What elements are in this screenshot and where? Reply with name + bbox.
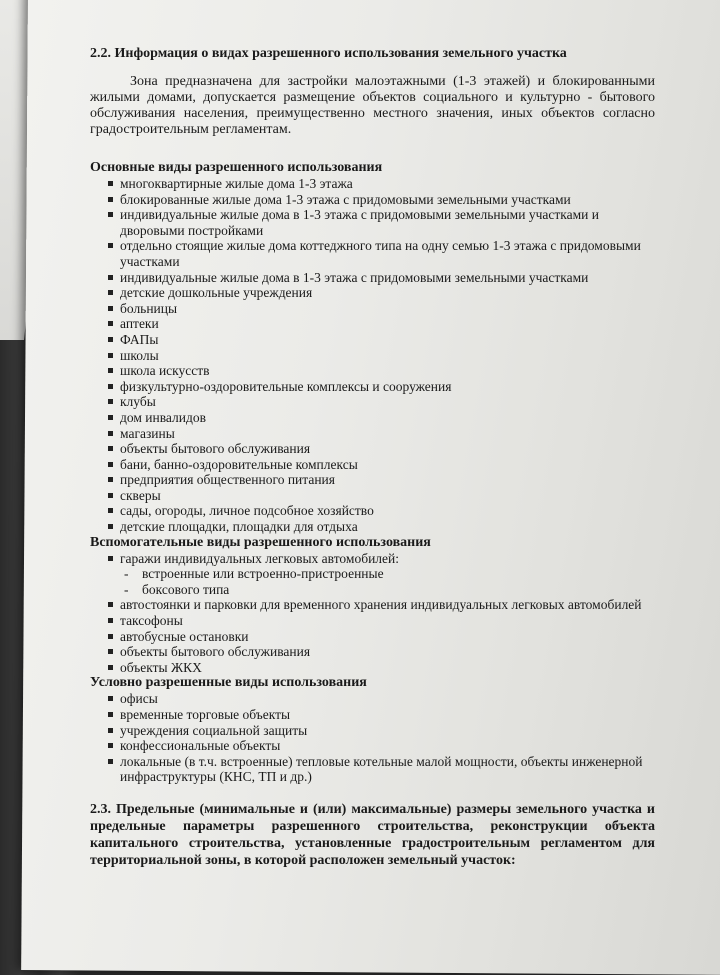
conditional-uses-title: Условно разрешенные виды использования (90, 675, 367, 691)
list-item (90, 394, 655, 410)
bullet-icon (108, 524, 113, 529)
list-item-text: локальные (в т.ч. встроенные) тепловые котельные малой мощности, объекты инженерной инфраструктуры (КНС, ТП и др.) (120, 753, 643, 785)
list-item-text: автобусные остановки (120, 628, 249, 644)
list-item (90, 503, 655, 519)
bullet-icon (108, 368, 113, 373)
list-item-text: физкультурно-оздоровительные комплексы и сооружения (120, 378, 452, 394)
list-item-text: многоквартирные жилые дома 1-3 этажа (120, 176, 353, 191)
bullet-icon (108, 399, 113, 404)
bullet-icon (108, 306, 113, 311)
bullet-icon (108, 462, 113, 467)
list-item (90, 613, 655, 629)
list-item (90, 754, 655, 785)
list-item (90, 738, 655, 754)
bullet-icon (108, 618, 113, 623)
list-item-text: боксового типа (142, 581, 230, 597)
list-item (90, 176, 655, 192)
list-item-text: офисы (120, 691, 158, 707)
bullet-icon (108, 431, 113, 436)
dash-icon: - (124, 566, 129, 582)
garage-types-list (90, 566, 655, 597)
bullet-icon (108, 212, 113, 217)
list-item-text: учреждения социальной защиты (120, 722, 308, 738)
bullet-icon (108, 759, 113, 764)
conditional-uses-list (90, 691, 655, 785)
list-item-text: индивидуальные жилые дома в 1-3 этажа с придомовыми земельными участками (120, 269, 589, 285)
list-item-text: скверы (120, 487, 161, 503)
list-item-text: больницы (120, 300, 178, 316)
bullet-icon (108, 728, 113, 733)
bullet-icon (108, 477, 113, 482)
list-item (90, 426, 655, 442)
list-item-text: ФАПы (120, 331, 159, 347)
list-item-text: встроенные или встроенно-пристроенные (142, 566, 384, 582)
aux-uses-list (90, 551, 655, 567)
list-item-text: аптеки (120, 316, 159, 332)
main-uses-list (90, 176, 655, 535)
section-heading: 2.2. Информация о видах разрешенного использования земельного участка (90, 46, 567, 61)
list-item (90, 332, 655, 348)
list-item (90, 207, 655, 238)
list-item (90, 270, 655, 286)
list-item (90, 192, 655, 208)
list-item (90, 519, 655, 535)
list-item-text: конфессиональные объекты (120, 738, 281, 754)
bullet-icon (108, 321, 113, 326)
bullet-icon (108, 181, 113, 186)
section-2-3-heading: 2.3. Предельные (минимальные и (или) максимальные) размеры земельного участка и предельные параметры разрешенного строительства, реконструкции объекта капитального строительства, установленные градостроительным регламентом для территориальной зоны, в которой расположен земельный участок: (90, 801, 655, 868)
list-item-text: отдельно стоящие жилые дома коттеджного типа на одну семью 1-3 этажа с придомовыми участками (120, 238, 641, 269)
list-item-text: объекты бытового обслуживания (120, 644, 311, 660)
dash-icon: - (124, 581, 129, 597)
aux-uses-list-rest (90, 597, 655, 675)
list-item-text: объекты ЖКХ (120, 659, 202, 675)
list-item (90, 316, 655, 332)
list-item-text: дом инвалидов (120, 409, 206, 425)
list-item (90, 723, 655, 739)
list-item (90, 551, 655, 567)
list-item-text: предприятия общественного питания (120, 472, 335, 488)
aux-uses-title: Вспомогательные виды разрешенного использования (90, 534, 431, 550)
list-item-text: клубы (120, 394, 156, 410)
list-item-text: индивидуальные жилые дома в 1-3 этажа с придомовыми земельными участками и дворовыми постройками (120, 207, 599, 238)
list-item-text: автостоянки и парковки для временного хранения индивидуальных легковых автомобилей (120, 597, 642, 613)
list-item (90, 488, 655, 504)
list-item (90, 457, 655, 473)
list-item (90, 301, 655, 317)
list-item-text: школы (120, 347, 159, 363)
bullet-icon (108, 649, 113, 654)
list-item-text: детские площадки, площадки для отдыха (120, 519, 358, 535)
list-item (90, 629, 655, 645)
bullet-icon (108, 243, 113, 248)
list-item (90, 582, 655, 598)
bullet-icon (108, 493, 113, 498)
bullet-icon (108, 384, 113, 389)
list-item (90, 410, 655, 426)
list-item-text: детские дошкольные учреждения (120, 285, 313, 301)
list-item (90, 363, 655, 379)
bullet-icon (108, 696, 113, 701)
list-item (90, 707, 655, 723)
bullet-icon (108, 353, 113, 358)
bullet-icon (108, 337, 113, 342)
bullet-icon (108, 197, 113, 202)
bullet-icon (108, 290, 113, 295)
list-item-text: таксофоны (120, 613, 183, 629)
list-item (90, 691, 655, 707)
bullet-icon (108, 634, 113, 639)
list-item (90, 348, 655, 364)
list-item-text: гаражи индивидуальных легковых автомобилей: (120, 550, 399, 566)
bullet-icon (108, 446, 113, 451)
list-item (90, 644, 655, 660)
bullet-icon (108, 275, 113, 280)
list-item (90, 566, 655, 582)
list-item-text: блокированные жилые дома 1-3 этажа с придомовыми земельными участками (120, 191, 571, 207)
list-item (90, 238, 655, 269)
bullet-icon (108, 415, 113, 420)
bullet-icon (108, 508, 113, 513)
intro-paragraph: Зона предназначена для застройки малоэтажными (1-3 этажей) и блокированными жилыми домами, допускается размещение объектов социального и культурно - бытового обслуживания населения, преимущественно местного значения, иных объектов согласно градостроительным регламентам. (90, 74, 655, 137)
bullet-icon (108, 712, 113, 717)
list-item-text: сады, огороды, личное подсобное хозяйство (120, 503, 374, 519)
bullet-icon (108, 743, 113, 748)
list-item-text: объекты бытового обслуживания (120, 441, 311, 457)
list-item (90, 441, 655, 457)
list-item (90, 285, 655, 301)
list-item (90, 379, 655, 395)
list-item-text: школа искусств (120, 363, 210, 379)
bullet-icon (108, 602, 113, 607)
list-item-text: магазины (120, 425, 175, 441)
list-item (90, 597, 655, 613)
main-uses-title: Основные виды разрешенного использования (90, 160, 383, 175)
list-item-text: временные торговые объекты (120, 707, 291, 722)
bullet-icon (108, 556, 113, 561)
document-content (90, 46, 655, 869)
list-item (90, 472, 655, 488)
list-item-text: бани, банно-оздоровительные комплексы (120, 456, 358, 472)
list-item (90, 660, 655, 676)
bullet-icon (108, 665, 113, 670)
